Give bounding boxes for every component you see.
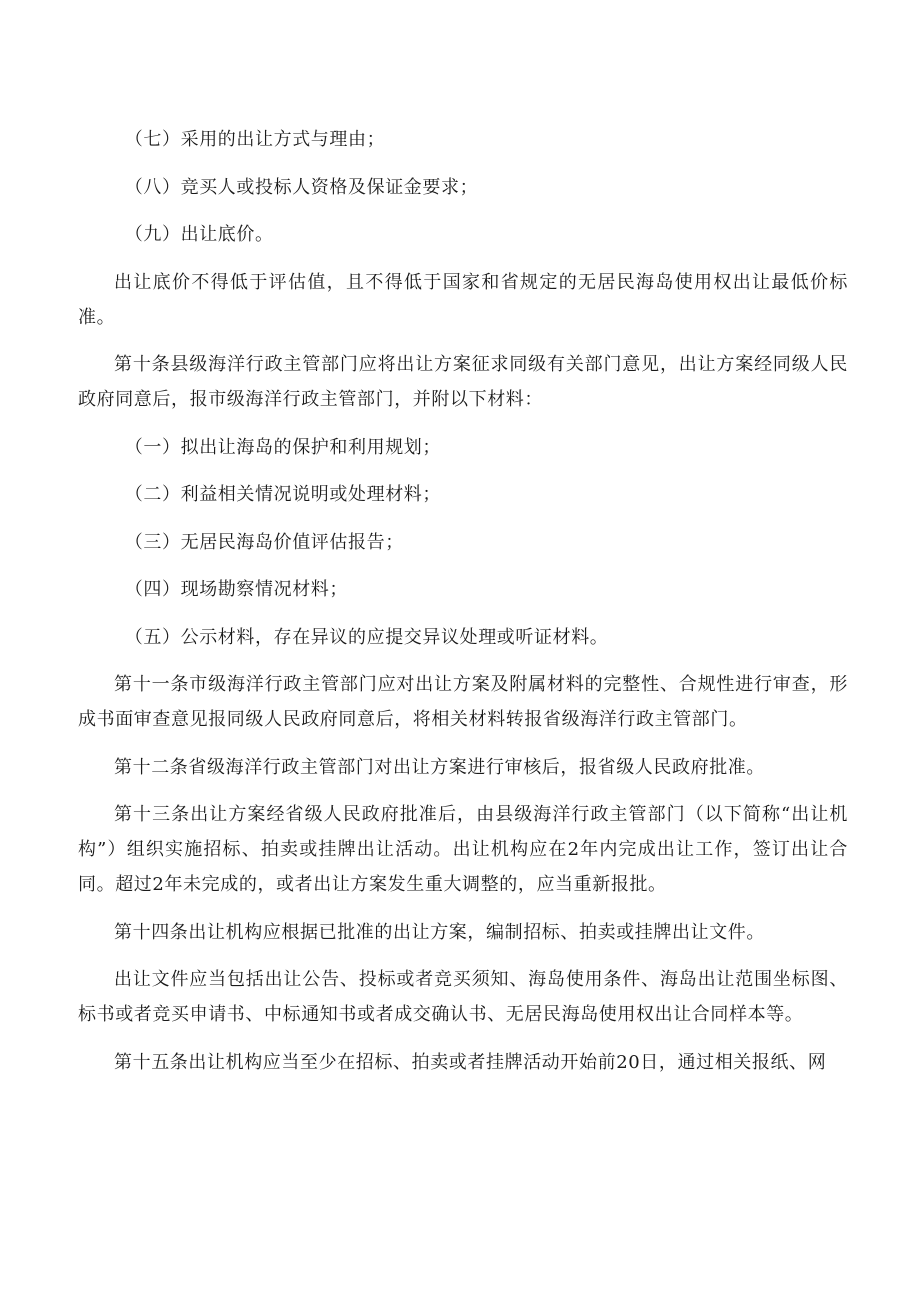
paragraph-article-13: 第十三条出让方案经省级人民政府批准后，由县级海洋行政主管部门（以下简称“出让机构”）组织实施招标、拍卖或挂牌出让活动。出让机构应在2年内完成出让工作，签订出让合同。超过2年未完成的，或者出让方案发生重大调整的，应当重新报批。: [78, 804, 848, 895]
paragraph-article-15: 第十五条出让机构应当至少在招标、拍卖或者挂牌活动开始前20日，通过相关报纸、网: [114, 1051, 827, 1073]
paragraph-article-11: 第十一条市级海洋行政主管部门应对出让方案及附属材料的完整性、合规性进行审查，形成书面审查意见报同级人民政府同意后，将相关材料转报省级海洋行政主管部门。: [78, 674, 848, 730]
paragraph-item-9: （九）出让底价。: [124, 224, 274, 245]
paragraph-material-5: （五）公示材料，存在异议的应提交异议处理或听证材料。: [124, 626, 609, 648]
paragraph-item-7: （七）采用的出让方式与理由；: [124, 129, 386, 150]
paragraph-material-4: （四）现场勘察情况材料；: [124, 579, 348, 600]
paragraph-article-12: 第十二条省级海洋行政主管部门对出让方案进行审核后，报省级人民政府批准。: [114, 756, 765, 778]
paragraph-material-1: （一）拟出让海岛的保护和利用规划；: [124, 436, 441, 458]
paragraph-material-3: （三）无居民海岛价值评估报告；: [124, 531, 404, 553]
paragraph-article-14: 第十四条出让机构应根据已批准的出让方案，编制招标、拍卖或挂牌出让文件。: [114, 921, 765, 943]
paragraph-material-2: （二）利益相关情况说明或处理材料；: [124, 484, 441, 505]
paragraph-base-price-note: 出让底价不得低于评估值，且不得低于国家和省规定的无居民海岛使用权出让最低价标准。: [78, 271, 848, 328]
paragraph-article-14-docs: 出让文件应当包括出让公告、投标或者竞买须知、海岛使用条件、海岛出让范围坐标图、标书或者竞买申请书、中标通知书或者成交确认书、无居民海岛使用权出让合同样本等。: [78, 969, 848, 1025]
document-body: [78, 122, 848, 1092]
paragraph-article-10: 第十条县级海洋行政主管部门应将出让方案征求同级有关部门意见，出让方案经同级人民政府同意后，报市级海洋行政主管部门，并附以下材料：: [78, 354, 848, 410]
paragraph-item-8: （八）竞买人或投标人资格及保证金要求；: [124, 176, 479, 198]
